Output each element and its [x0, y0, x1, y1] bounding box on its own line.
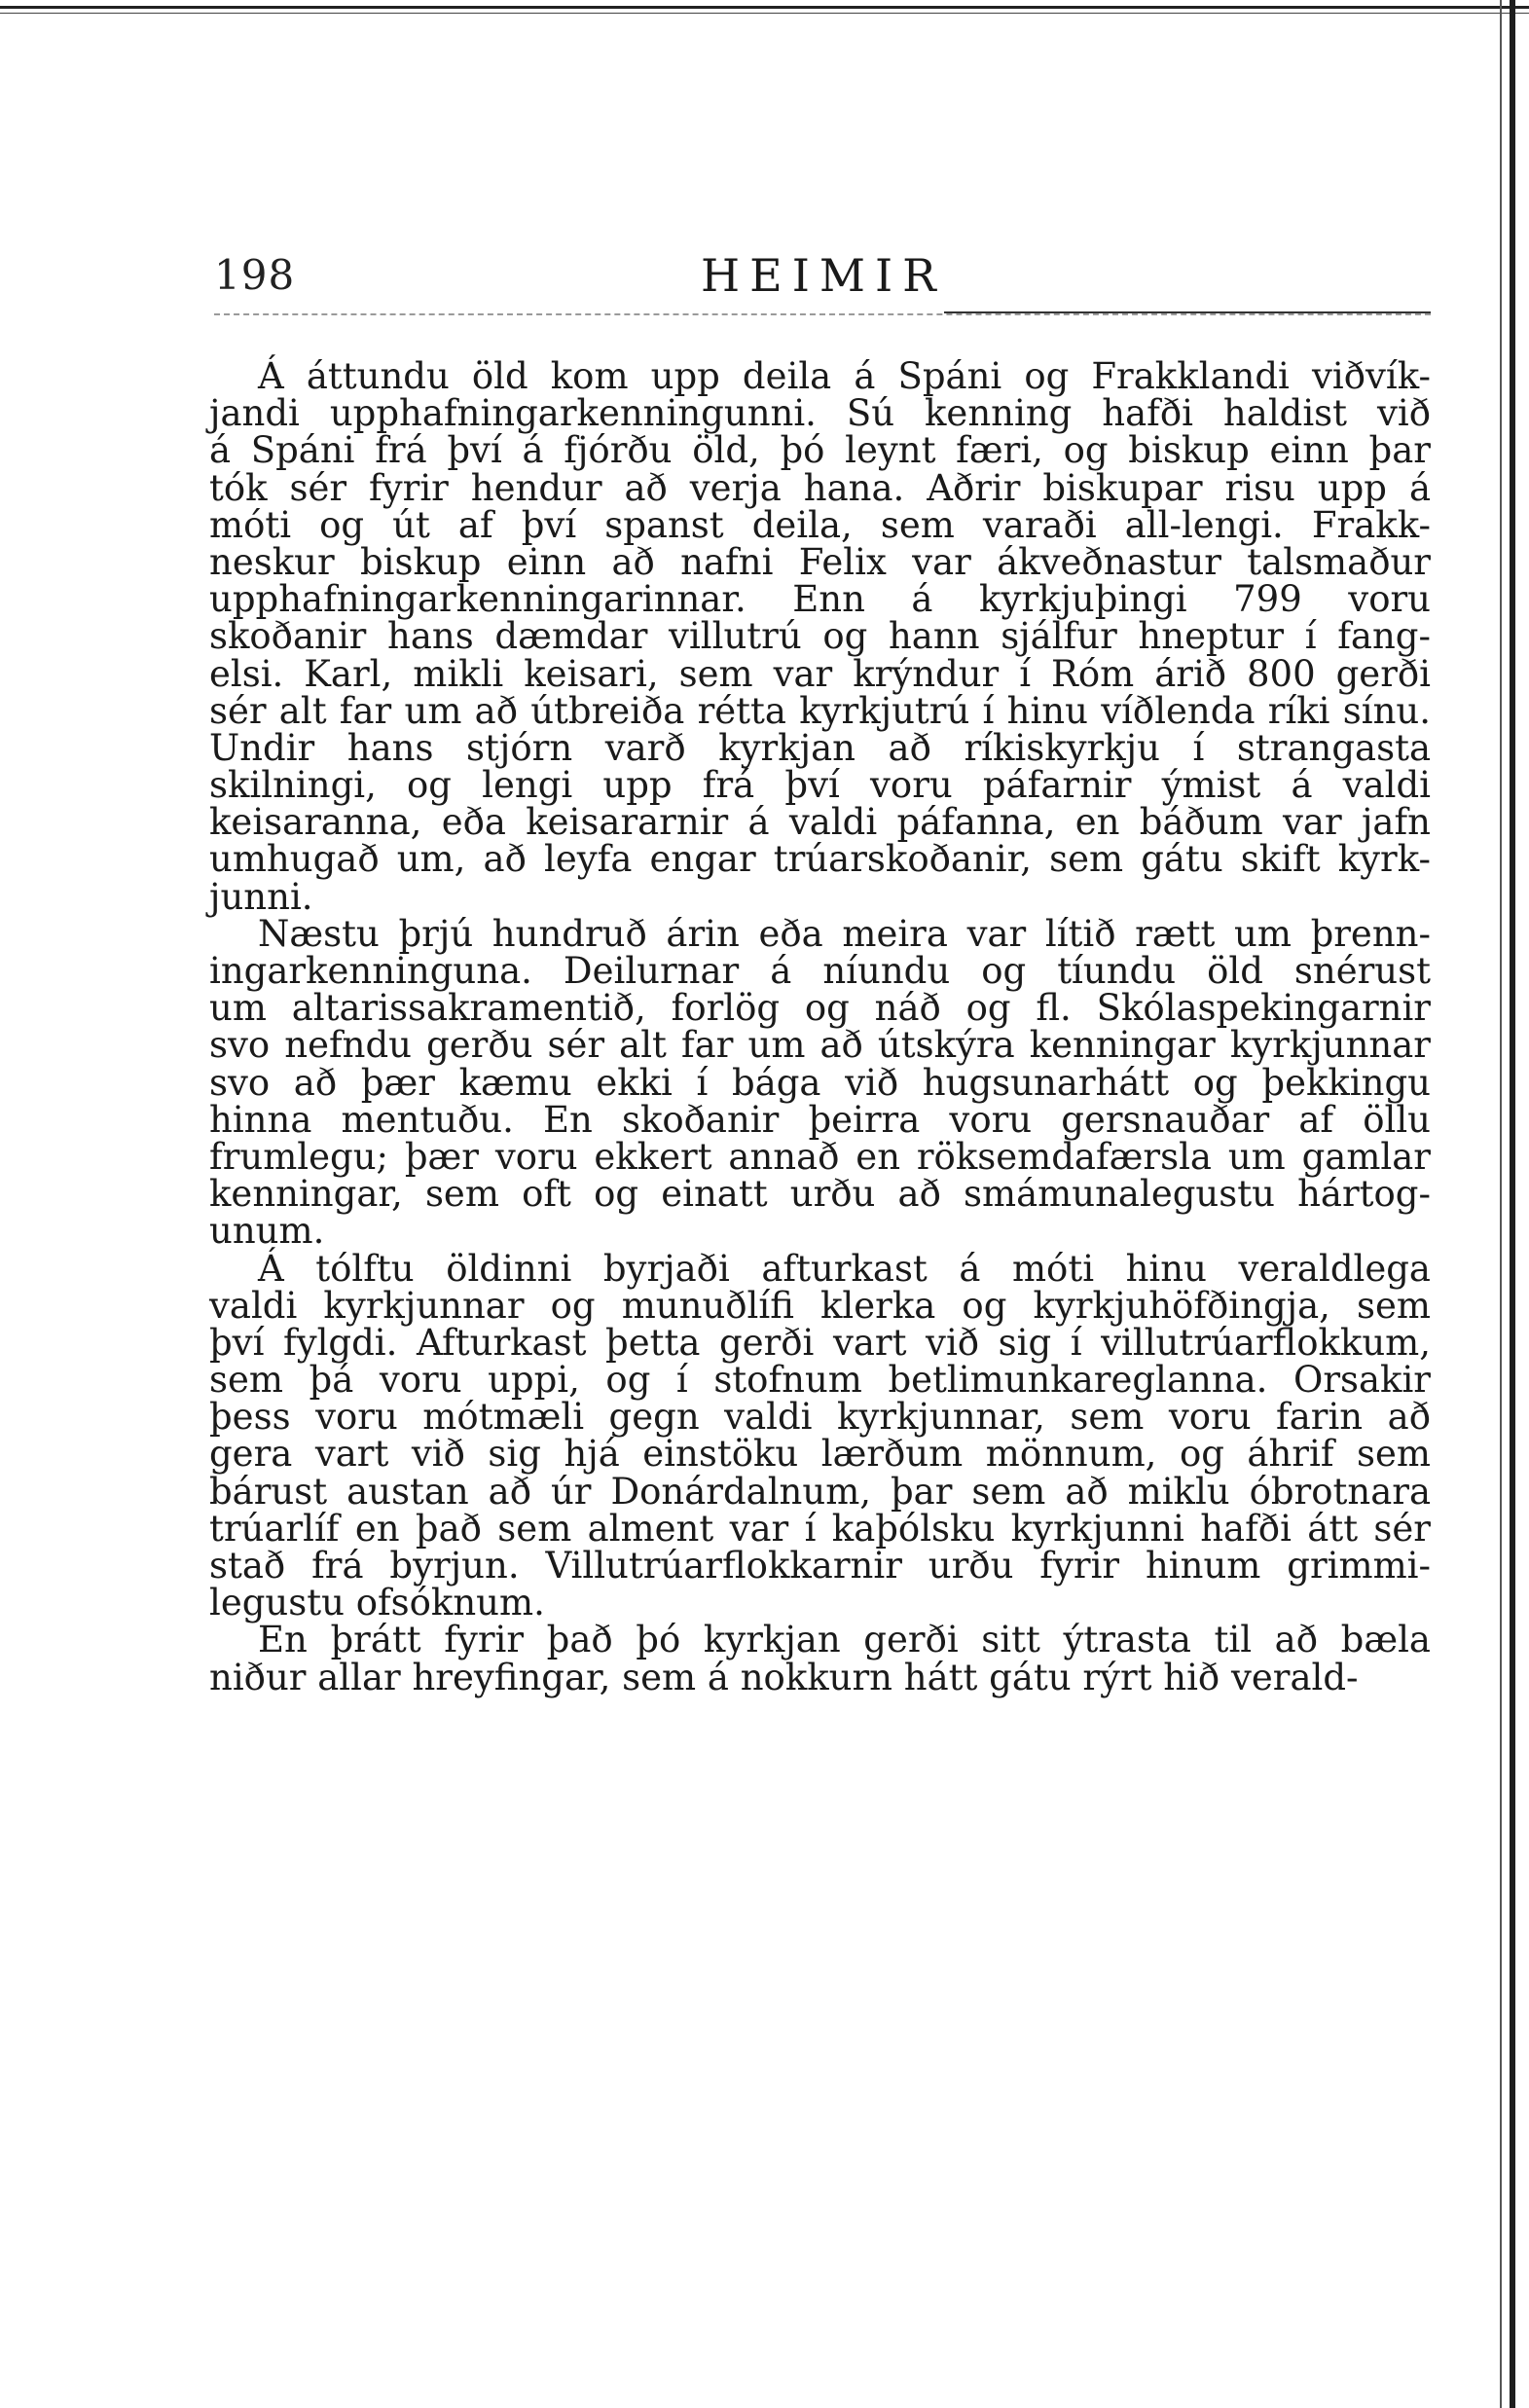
text-line: skoðanir hans dæmdar villutrú og hann sjálfur hneptur í fang-: [209, 615, 1431, 658]
header-rule: [214, 313, 1431, 315]
text-line: gera vart við sig hjá einstöku lærðum mönnum, og áhrif sem: [209, 1433, 1431, 1476]
text-line: þess voru mótmæli gegn valdi kyrkjunnar, sem voru farin að: [209, 1396, 1431, 1439]
page-header: [146, 241, 1431, 310]
paragraph: [209, 1247, 1431, 1624]
text-line: ingarkenninguna. Deilurnar á níundu og tíundu öld snérust: [209, 950, 1431, 992]
header-rule-solid: [944, 311, 1431, 313]
text-line: skilningi, og lengi upp frá því voru páfarnir ýmist á valdi: [209, 764, 1431, 807]
text-line: trúarlíf en það sem alment var í kaþólsku kyrkjunni hafði átt sér: [209, 1507, 1431, 1550]
text-line: junni.: [209, 875, 313, 918]
text-line: móti og út af því spanst deila, sem varaði all-lengi. Frakk-: [209, 503, 1431, 546]
text-line: svo að þær kæmu ekki í bága við hugsunarhátt og þekkingu: [209, 1061, 1431, 1104]
text-line: frumlegu; þær voru ekkert annað en röksemdafærsla um gamlar: [209, 1135, 1431, 1178]
page-number: 198: [214, 251, 296, 299]
text-line: unum.: [209, 1210, 325, 1253]
top-border-rule: [0, 6, 1529, 9]
text-line: keisaranna, eða keisararnir á valdi páfanna, en báðum var jafn: [209, 801, 1431, 844]
running-title: HEIMIR: [701, 249, 946, 302]
text-line: svo nefndu gerðu sér alt far um að útskýra kenningar kyrkjunnar: [209, 1024, 1431, 1067]
text-line: umhugað um, að leyfa engar trúarskoðanir, sem gátu skift kyrk-: [209, 838, 1431, 881]
text-line: á Spáni frá því á fjórðu öld, þó leynt færi, og biskup einn þar: [209, 429, 1431, 472]
text-line: kenningar, sem oft og einatt urðu að smámunalegustu hártog-: [209, 1173, 1431, 1216]
text-line: Næstu þrjú hundruð árin eða meira var lítið rætt um þrenn-: [258, 912, 1431, 955]
page-edge-line: [1500, 0, 1502, 2408]
text-line: elsi. Karl, mikli keisari, sem var krýndur í Róm árið 800 gerði: [209, 652, 1431, 695]
text-line: bárust austan að úr Donárdalnum, þar sem að miklu óbrotnara: [209, 1470, 1431, 1513]
body-text: [209, 355, 1431, 1698]
text-line: sér alt far um að útbreiða rétta kyrkjutrú í hinu víðlenda ríki sínu.: [209, 689, 1431, 732]
text-line: jandi upphafningarkenningunni. Sú kenning hafði haldist við: [209, 392, 1431, 435]
text-line: hinna mentuðu. En skoðanir þeirra voru gersnauðar af öllu: [209, 1098, 1431, 1141]
text-line: því fylgdi. Afturkast þetta gerði vart við sig í villutrúarflokkum,: [209, 1321, 1431, 1364]
text-line: legustu ofsóknum.: [209, 1582, 545, 1624]
text-line: upphafningarkenningarinnar. Enn á kyrkjuþingi 799 voru: [209, 578, 1431, 621]
text-line: Á tólftu öldinni byrjaði afturkast á móti hinu veraldlega: [258, 1247, 1431, 1290]
text-line: sem þá voru uppi, og í stofnum betlimunkareglanna. Orsakir: [209, 1359, 1431, 1402]
text-line: Undir hans stjórn varð kyrkjan að ríkiskyrkju í strangasta: [209, 726, 1431, 769]
text-line: um altarissakramentið, forlög og náð og fl. Skólaspekingarnir: [209, 987, 1431, 1030]
paragraph: [209, 355, 1431, 918]
text-line: niður allar hreyfingar, sem á nokkurn hátt gátu rýrt hið verald-: [209, 1656, 1359, 1698]
paragraph: [209, 1619, 1431, 1698]
page-edge-shadow: [1510, 0, 1515, 2408]
text-line: Á áttundu öld kom upp deila á Spáni og Frakklandi viðvík-: [258, 355, 1431, 397]
text-line: stað frá byrjun. Villutrúarflokkarnir urðu fyrir hinum grimmi-: [209, 1545, 1431, 1587]
text-line: En þrátt fyrir það þó kyrkjan gerði sitt ýtrasta til að bæla: [258, 1619, 1431, 1661]
text-line: valdi kyrkjunnar og munuðlífi klerka og kyrkjuhöfðingja, sem: [209, 1284, 1431, 1327]
text-line: tók sér fyrir hendur að verja hana. Aðrir biskupar risu upp á: [209, 466, 1431, 509]
text-line: neskur biskup einn að nafni Felix var ákveðnastur talsmaður: [209, 540, 1431, 583]
top-border-rule-thin: [0, 13, 1529, 14]
paragraph: [209, 912, 1431, 1253]
